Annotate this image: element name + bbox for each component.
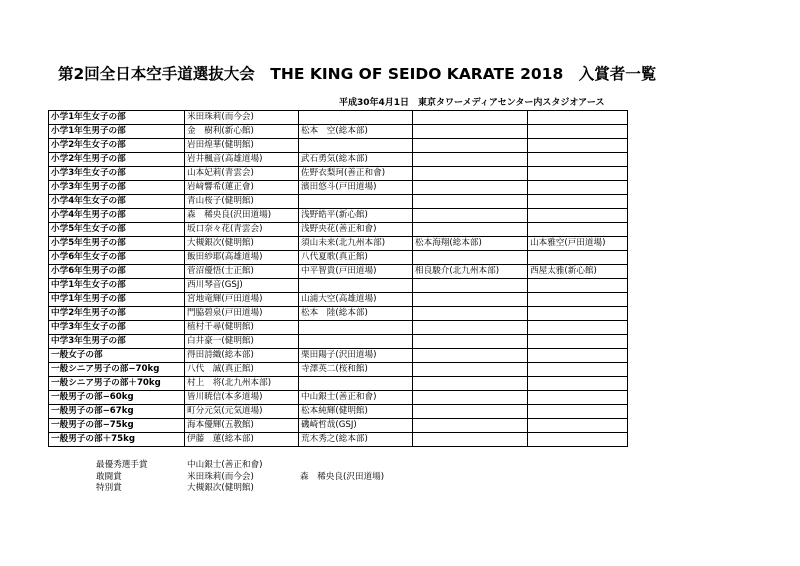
winner-cell [528,377,628,391]
table-row [49,251,628,265]
winner-cell [528,167,628,181]
winner-cell: 浅野央花(善正和會) [299,223,413,237]
winner-cell [299,139,413,153]
winner-cell: 皆川暁信(本多道場) [185,391,299,405]
division-name: 一般男子の部−75kg [49,419,185,433]
winner-cell: 栗田陽子(沢田道場) [299,349,413,363]
winner-cell [528,279,628,293]
winner-cell [413,293,528,307]
award-label: 最優秀選手賞 [96,460,148,470]
winner-cell: 寺澤英二(桜和館) [299,363,413,377]
award-label: 敢闘賞 [96,471,122,482]
winner-cell [413,405,528,419]
winner-cell: 西川琴音(GSJ) [185,279,299,293]
winner-cell: 中山銀士(善正和會) [299,391,413,405]
winner-cell [528,251,628,265]
winner-cell: 相良駿介(北九州本部) [413,265,528,279]
winner-cell: 須山未来(北九州本部) [299,237,413,251]
winner-cell: 岩﨑響希(蓮正會) [185,181,299,195]
table-row [49,335,628,349]
winner-cell [413,321,528,335]
division-name: 中学3年生女子の部 [49,321,185,335]
winner-cell: 村上 将(北九州本部) [185,377,299,391]
division-name: 一般男子の部−60kg [49,391,185,405]
table-row [49,279,628,293]
winner-cell: 菅沼優悟(士正館) [185,265,299,279]
winner-cell: 松本 陸(総本部) [299,307,413,321]
winner-cell [413,167,528,181]
division-name: 小学3年生男子の部 [49,181,185,195]
table-row [49,111,628,125]
winner-cell: 坂口奈々花(青雲会) [185,223,299,237]
winner-cell [528,335,628,349]
division-name: 小学1年生男子の部 [49,125,185,139]
winner-cell [528,125,628,139]
division-name: 一般女子の部 [49,349,185,363]
winner-cell: 松本 空(総本部) [299,125,413,139]
winner-cell [528,153,628,167]
winner-cell [299,377,413,391]
winner-cell [413,433,528,447]
winner-cell [413,419,528,433]
division-name: 中学2年生男子の部 [49,307,185,321]
winner-cell: 荒木秀之(総本部) [299,433,413,447]
table-row [49,153,628,167]
winner-cell [299,321,413,335]
table-row [49,293,628,307]
winner-cell [413,181,528,195]
table-row [49,265,628,279]
results-table [48,110,628,447]
table-row [49,377,628,391]
winner-cell [528,209,628,223]
table-row [49,363,628,377]
table-row [49,209,628,223]
winner-cell [413,335,528,349]
division-name: 一般シニア男子の部−70kg [49,363,185,377]
winner-cell: 門脇碧泉(戸田道場) [185,307,299,321]
division-name: 一般シニア男子の部＋70kg [49,377,185,391]
winner-cell [299,195,413,209]
division-name: 小学5年生男子の部 [49,237,185,251]
table-row [49,433,628,447]
winner-cell: 森 稀央良(沢田道場) [185,209,299,223]
winner-cell: 浅野皓平(新心館) [299,209,413,223]
winner-cell [413,139,528,153]
winner-cell: 濱田悠斗(戸田道場) [299,181,413,195]
winner-cell [528,321,628,335]
division-name: 中学3年生男子の部 [49,335,185,349]
winner-cell: 金 樹利(新心館) [185,125,299,139]
table-row [49,321,628,335]
winner-cell: 得田詩織(総本部) [185,349,299,363]
winner-cell [413,307,528,321]
winner-cell [528,307,628,321]
division-name: 小学3年生女子の部 [49,167,185,181]
winner-cell [299,279,413,293]
winner-cell: 松本海翔(総本部) [413,237,528,251]
winner-cell: 岩田煌華(健明館) [185,139,299,153]
page-title: 第2回全日本空手道選抜大会 THE KING OF SEIDO KARATE 2018 入賞者一覧 [58,65,657,83]
division-name: 小学5年生女子の部 [49,223,185,237]
winner-cell [413,363,528,377]
winner-cell: 山浦大空(高雄道場) [299,293,413,307]
winner-cell [528,293,628,307]
table-row [49,223,628,237]
winner-cell [413,195,528,209]
table-row [49,125,628,139]
winner-cell [413,349,528,363]
division-name: 一般男子の部−67kg [49,405,185,419]
winner-cell: 岩井楓音(高雄道場) [185,153,299,167]
division-name: 小学1年生女子の部 [49,111,185,125]
winner-cell [413,125,528,139]
winner-cell [413,153,528,167]
winner-cell: 松本純輝(健明館) [299,405,413,419]
division-name: 中学1年生男子の部 [49,293,185,307]
winner-cell [528,223,628,237]
winner-cell: 植村千尋(健明館) [185,321,299,335]
table-row [49,139,628,153]
winner-cell: 八代夏歌(真正館) [299,251,413,265]
winner-cell: 磯崎哲哉(GSJ) [299,419,413,433]
award-label: 特別賞 [96,483,122,493]
award-winner: 中山銀士(善正和會) [187,460,263,470]
winner-cell [528,349,628,363]
division-name: 小学4年生女子の部 [49,195,185,209]
table-row [49,237,628,251]
division-name: 中学1年生女子の部 [49,279,185,293]
winner-cell: 山本妃莉(青雲会) [185,167,299,181]
winner-cell [528,139,628,153]
table-row [49,391,628,405]
winner-cell: 西屋太雅(新心館) [528,265,628,279]
winner-cell [413,279,528,293]
winner-cell: 佐野衣梨珂(善正和會) [299,167,413,181]
winner-cell [413,223,528,237]
winner-cell [413,391,528,405]
results-table-body [49,111,628,447]
winner-cell: 大槻銀次(健明館) [185,237,299,251]
winner-cell [528,419,628,433]
winner-cell: 海本優輝(五教館) [185,419,299,433]
event-date-venue: 平成30年4月1日 東京タワーメディアセンター内スタジオアース [339,98,605,108]
winner-cell: 町分元気(元気道場) [185,405,299,419]
division-name: 小学2年生男子の部 [49,153,185,167]
table-row [49,307,628,321]
winner-cell [413,209,528,223]
winner-cell [528,433,628,447]
winner-cell: 飯田紗耶(高雄道場) [185,251,299,265]
winner-cell: 青山桜子(健明館) [185,195,299,209]
division-name: 小学2年生女子の部 [49,139,185,153]
winner-cell: 八代 誠(真正館) [185,363,299,377]
division-name: 小学6年生男子の部 [49,265,185,279]
winner-cell [299,335,413,349]
winner-cell: 白井豪一(健明館) [185,335,299,349]
winner-cell [528,391,628,405]
division-name: 一般男子の部＋75kg [49,433,185,447]
award-winner: 米田珠莉(而今会) [187,471,254,482]
winner-cell [528,195,628,209]
table-row [49,195,628,209]
award-winner: 大槻銀次(健明館) [187,483,254,493]
table-row [49,349,628,363]
table-row [49,419,628,433]
division-name: 小学4年生男子の部 [49,209,185,223]
winner-cell [299,111,413,125]
table-row [49,181,628,195]
winner-cell: 宮地竜輝(戸田道場) [185,293,299,307]
winner-cell: 米田珠莉(而今会) [185,111,299,125]
table-row [49,167,628,181]
winner-cell [528,181,628,195]
winner-cell: 山本雅空(戸田道場) [528,237,628,251]
winner-cell [413,111,528,125]
winner-cell [413,251,528,265]
winner-cell: 伊藤 蓮(総本部) [185,433,299,447]
winner-cell [413,377,528,391]
division-name: 小学6年生女子の部 [49,251,185,265]
winner-cell: 武石勇気(総本部) [299,153,413,167]
winner-cell: 中平智貴(戸田道場) [299,265,413,279]
winner-cell [528,111,628,125]
table-row [49,405,628,419]
award-winner: 森 稀央良(沢田道場) [300,471,385,482]
winner-cell [528,363,628,377]
winner-cell [528,405,628,419]
